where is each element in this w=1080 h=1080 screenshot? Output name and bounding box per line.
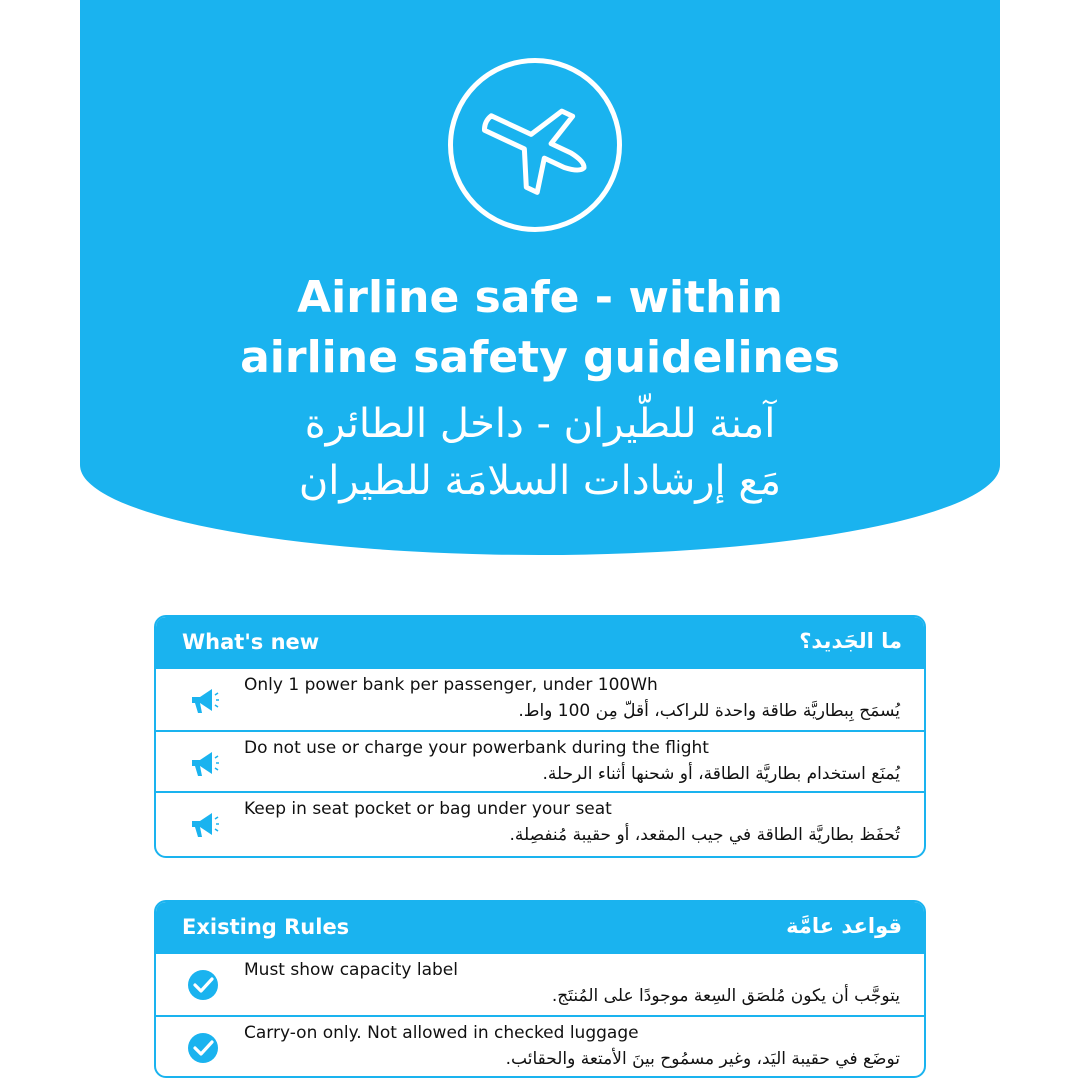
item-text-en: Only 1 power bank per passenger, under 100Wh xyxy=(244,675,658,695)
existing-rules-card xyxy=(154,900,926,1078)
hero-title-ar-line2: مَع إرشادات السلامَة للطيران xyxy=(298,458,782,504)
item-text-ar: توضَع في حقيبة اليَد، وغير مسمُوح بينَ الأمتعة والحقائب. xyxy=(505,1049,900,1069)
existing-rules-list xyxy=(156,954,924,1076)
check-badge-icon xyxy=(186,968,220,1002)
megaphone-icon xyxy=(186,746,220,780)
whats-new-header xyxy=(156,617,924,669)
hero-title-en-line2: airline safety guidelines xyxy=(240,332,840,383)
item-text-ar: يُمنَع استخدام بطاريَّة الطاقة، أو شحنها أثناء الرحلة. xyxy=(542,764,900,784)
whats-new-title-en: What's new xyxy=(182,630,320,654)
item-text-ar: يتوجَّب أن يكون مُلصَق السِعة موجودًا على المُنتَج. xyxy=(551,986,900,1006)
item-text-en: Keep in seat pocket or bag under your seat xyxy=(244,799,612,819)
item-text-ar: يُسمَح بِبطاريَّة طاقة واحدة للراكب، أقلّ مِن 100 واط. xyxy=(518,701,900,721)
existing-rules-title-en: Existing Rules xyxy=(182,915,350,939)
list-item xyxy=(156,954,924,1015)
check-badge-icon xyxy=(186,1031,220,1065)
whats-new-title-ar: ما الجَديد؟ xyxy=(799,629,902,653)
list-item xyxy=(156,1015,924,1076)
item-text-en: Do not use or charge your powerbank during the flight xyxy=(244,738,709,758)
existing-rules-title-ar: قواعد عامَّة xyxy=(786,914,902,938)
list-item xyxy=(156,730,924,791)
airplane-icon xyxy=(448,58,622,232)
item-text-en: Must show capacity label xyxy=(244,960,458,980)
hero-title-ar-line1: آمنة للطّيران - داخل الطائرة xyxy=(304,401,776,447)
hero-title-en-line1: Airline safe - within xyxy=(297,272,783,323)
whats-new-card xyxy=(154,615,926,858)
item-text-ar: تُحفَظ بطاريَّة الطاقة في جيب المقعد، أو حقيبة مُنفصِلة. xyxy=(509,825,900,845)
item-text-en: Carry-on only. Not allowed in checked luggage xyxy=(244,1023,639,1043)
megaphone-icon xyxy=(186,683,220,717)
list-item xyxy=(156,669,924,730)
megaphone-icon xyxy=(186,807,220,841)
existing-rules-header xyxy=(156,902,924,954)
list-item xyxy=(156,791,924,852)
whats-new-list xyxy=(156,669,924,852)
